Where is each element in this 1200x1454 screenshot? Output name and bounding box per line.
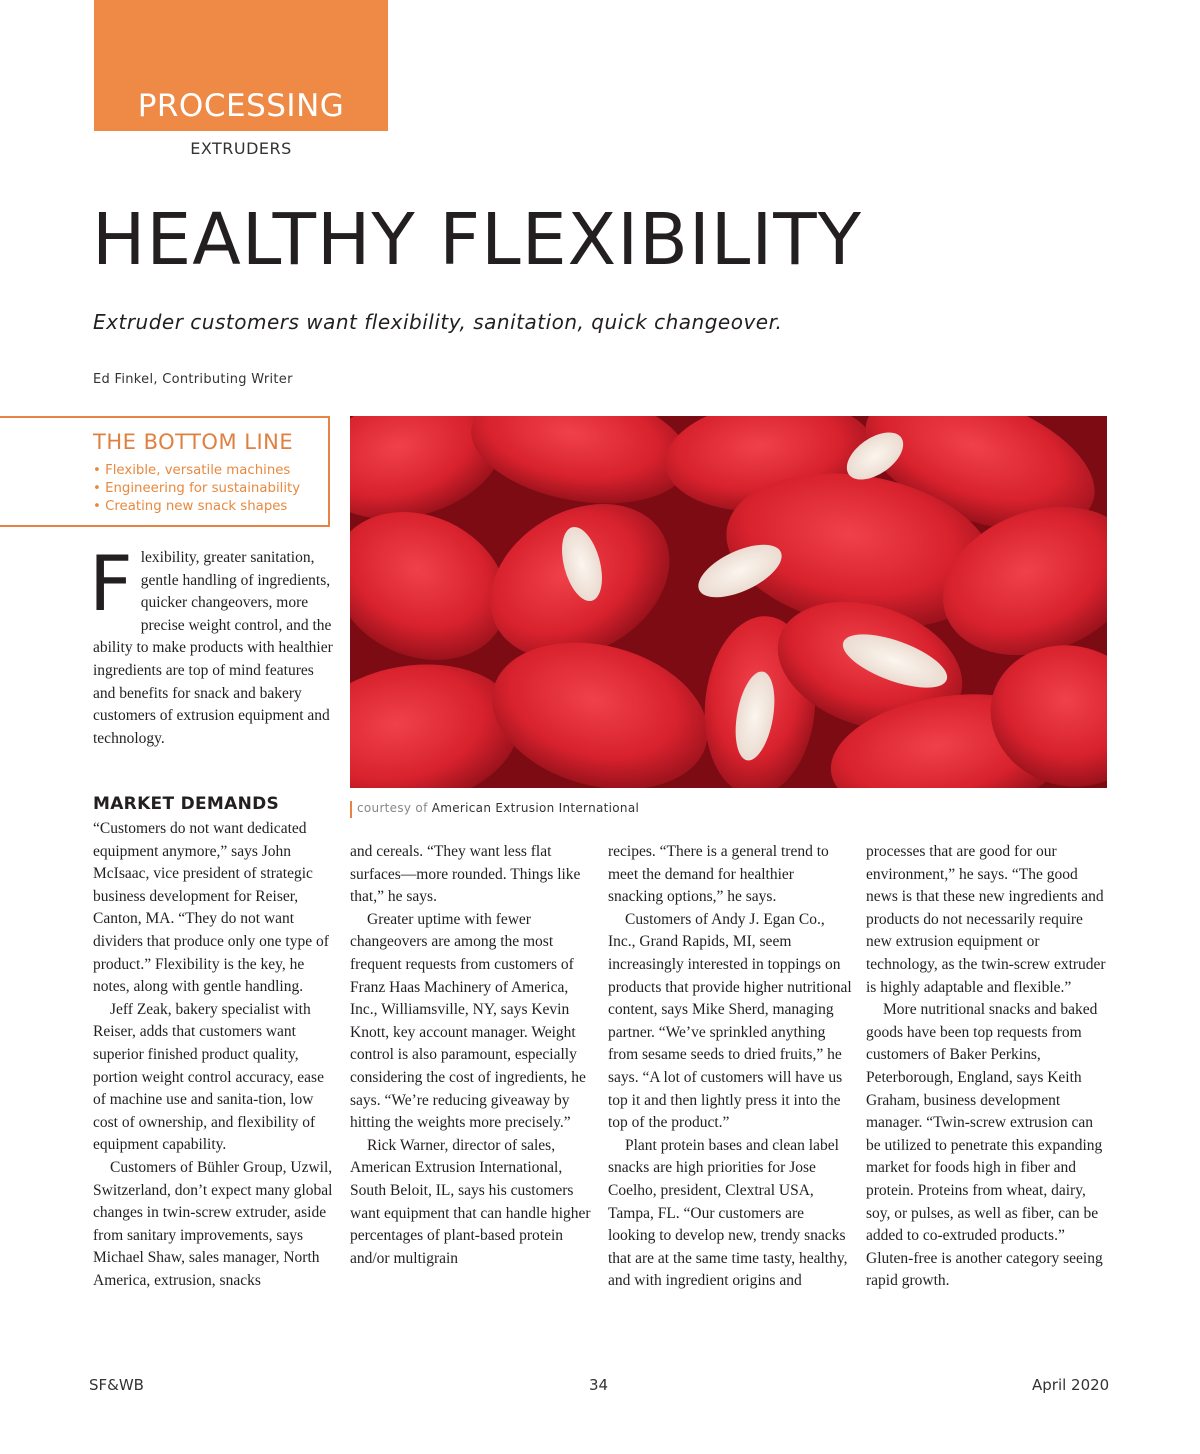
- paragraph: and cereals. “They want less flat surfaces—more rounded. Things like that,” he says.: [350, 843, 581, 906]
- snack-photo: [350, 416, 1107, 788]
- bottom-line-item: • Engineering for sustainability: [93, 481, 301, 496]
- intro-text: lexibility, greater sanitation, gentle handling of ingredients, quicker changeovers, more precise weight control, and the ability to make products with healthier ingredients are top of mind features and benefits for snack and bakery customers of extrusion equipment and technology.: [93, 549, 333, 747]
- paragraph: Customers of Bühler Group, Uzwil, Switzerland, don’t expect many global changes in twin-screw extruder, aside from sanitary improvements, says Michael Shaw, sales manager, North America, extrusion, snacks: [93, 1158, 333, 1289]
- body-column-1: [93, 818, 337, 1292]
- paragraph: Customers of Andy J. Egan Co., Inc., Grand Rapids, MI, seem increasingly interested in toppings on products that provide higher nutritional content, says Mike Sherd, managing partner. “We’ve sprinkled anything from sesame seeds to dried fruits,” he says. “A lot of customers will have us top it and then lightly press it into the top of the product.”: [608, 910, 852, 1132]
- bottom-line-list: [93, 462, 300, 516]
- paragraph: More nutritional snacks and baked goods have been top requests from customers of Baker Perkins, Peterborough, England, says Keith Graham, business development manager. “Twin-screw extrusion can be utilized to penetrate this expanding market for foods high in fiber and protein. Proteins from wheat, dairy, soy, or pulses, as well as fiber, can be added to co-extruded products.” Gluten-free is another category seeing rapid growth.: [866, 1001, 1103, 1290]
- paragraph: recipes. “There is a general trend to meet the demand for healthier snacking options,” he says.: [608, 843, 829, 906]
- bottom-line-item: • Flexible, versatile machines: [93, 463, 291, 478]
- deck: Extruder customers want flexibility, sanitation, quick changeover.: [93, 310, 783, 334]
- paragraph: Plant protein bases and clean label snacks are high priorities for Jose Coelho, president, Clextral USA, Tampa, FL. “Our customers are looking to develop new, trendy snacks that are at the same time tasty, healthy, and with ingredient origins and: [608, 1136, 848, 1290]
- intro-paragraph: [89, 539, 337, 750]
- paragraph: processes that are good for our environment,” he says. “The good news is that these new ingredients and products do not necessarily require new extrusion equipment or technology, as the twin-screw extruder is highly adaptable and flexible.”: [866, 843, 1106, 996]
- photo-credit-source: American Extrusion International: [431, 801, 640, 815]
- section-subtitle: EXTRUDERS: [190, 139, 292, 158]
- bottom-line-item: • Creating new snack shapes: [93, 499, 288, 514]
- paragraph: Rick Warner, director of sales, American Extrusion International, South Beloit, IL, says his customers want equipment that can handle higher percentages of plant-based protein and/or multigrain: [350, 1136, 591, 1267]
- byline: Ed Finkel, Contributing Writer: [93, 372, 293, 387]
- body-column-4: [866, 841, 1110, 1293]
- section-title: PROCESSING: [137, 88, 345, 124]
- photo-credit: [357, 801, 639, 815]
- body-column-2: [350, 841, 594, 1270]
- body-column-3: [608, 841, 852, 1293]
- paragraph: “Customers do not want dedicated equipment anymore,” says John McIsaac, vice president of strategic business development for Reiser, Canton, MA. “They do not want dividers that produce only one type of product.” Flexibility is the key, he notes, along with gentle handling.: [93, 820, 329, 996]
- credit-bar: [350, 801, 352, 818]
- footer-publication: SF&WB: [89, 1376, 144, 1394]
- photo-credit-prefix: courtesy of: [357, 801, 428, 815]
- market-demands-heading: MARKET DEMANDS: [93, 794, 280, 814]
- bottom-line-heading: THE BOTTOM LINE: [93, 430, 294, 454]
- page-number: 34: [589, 1376, 609, 1394]
- drop-cap: F: [89, 539, 133, 628]
- footer-date: April 2020: [1032, 1376, 1110, 1394]
- headline: HEALTHY FLEXIBILITY: [92, 198, 863, 281]
- paragraph: Greater uptime with fewer changeovers are among the most frequent requests from customers of Franz Haas Machinery of America, Inc., Williamsville, NY, says Kevin Knott, key account manager. Weight control is also paramount, especially considering the cost of ingredients, he says. “We’re reducing giveaway by hitting the weights more precisely.”: [350, 910, 586, 1132]
- paragraph: Jeff Zeak, bakery specialist with Reiser, adds that customers want superior finished product quality, portion weight control accuracy, ease of machine use and sanita-tion, low cost of ownership, and flexibility of equipment capability.: [93, 1000, 324, 1154]
